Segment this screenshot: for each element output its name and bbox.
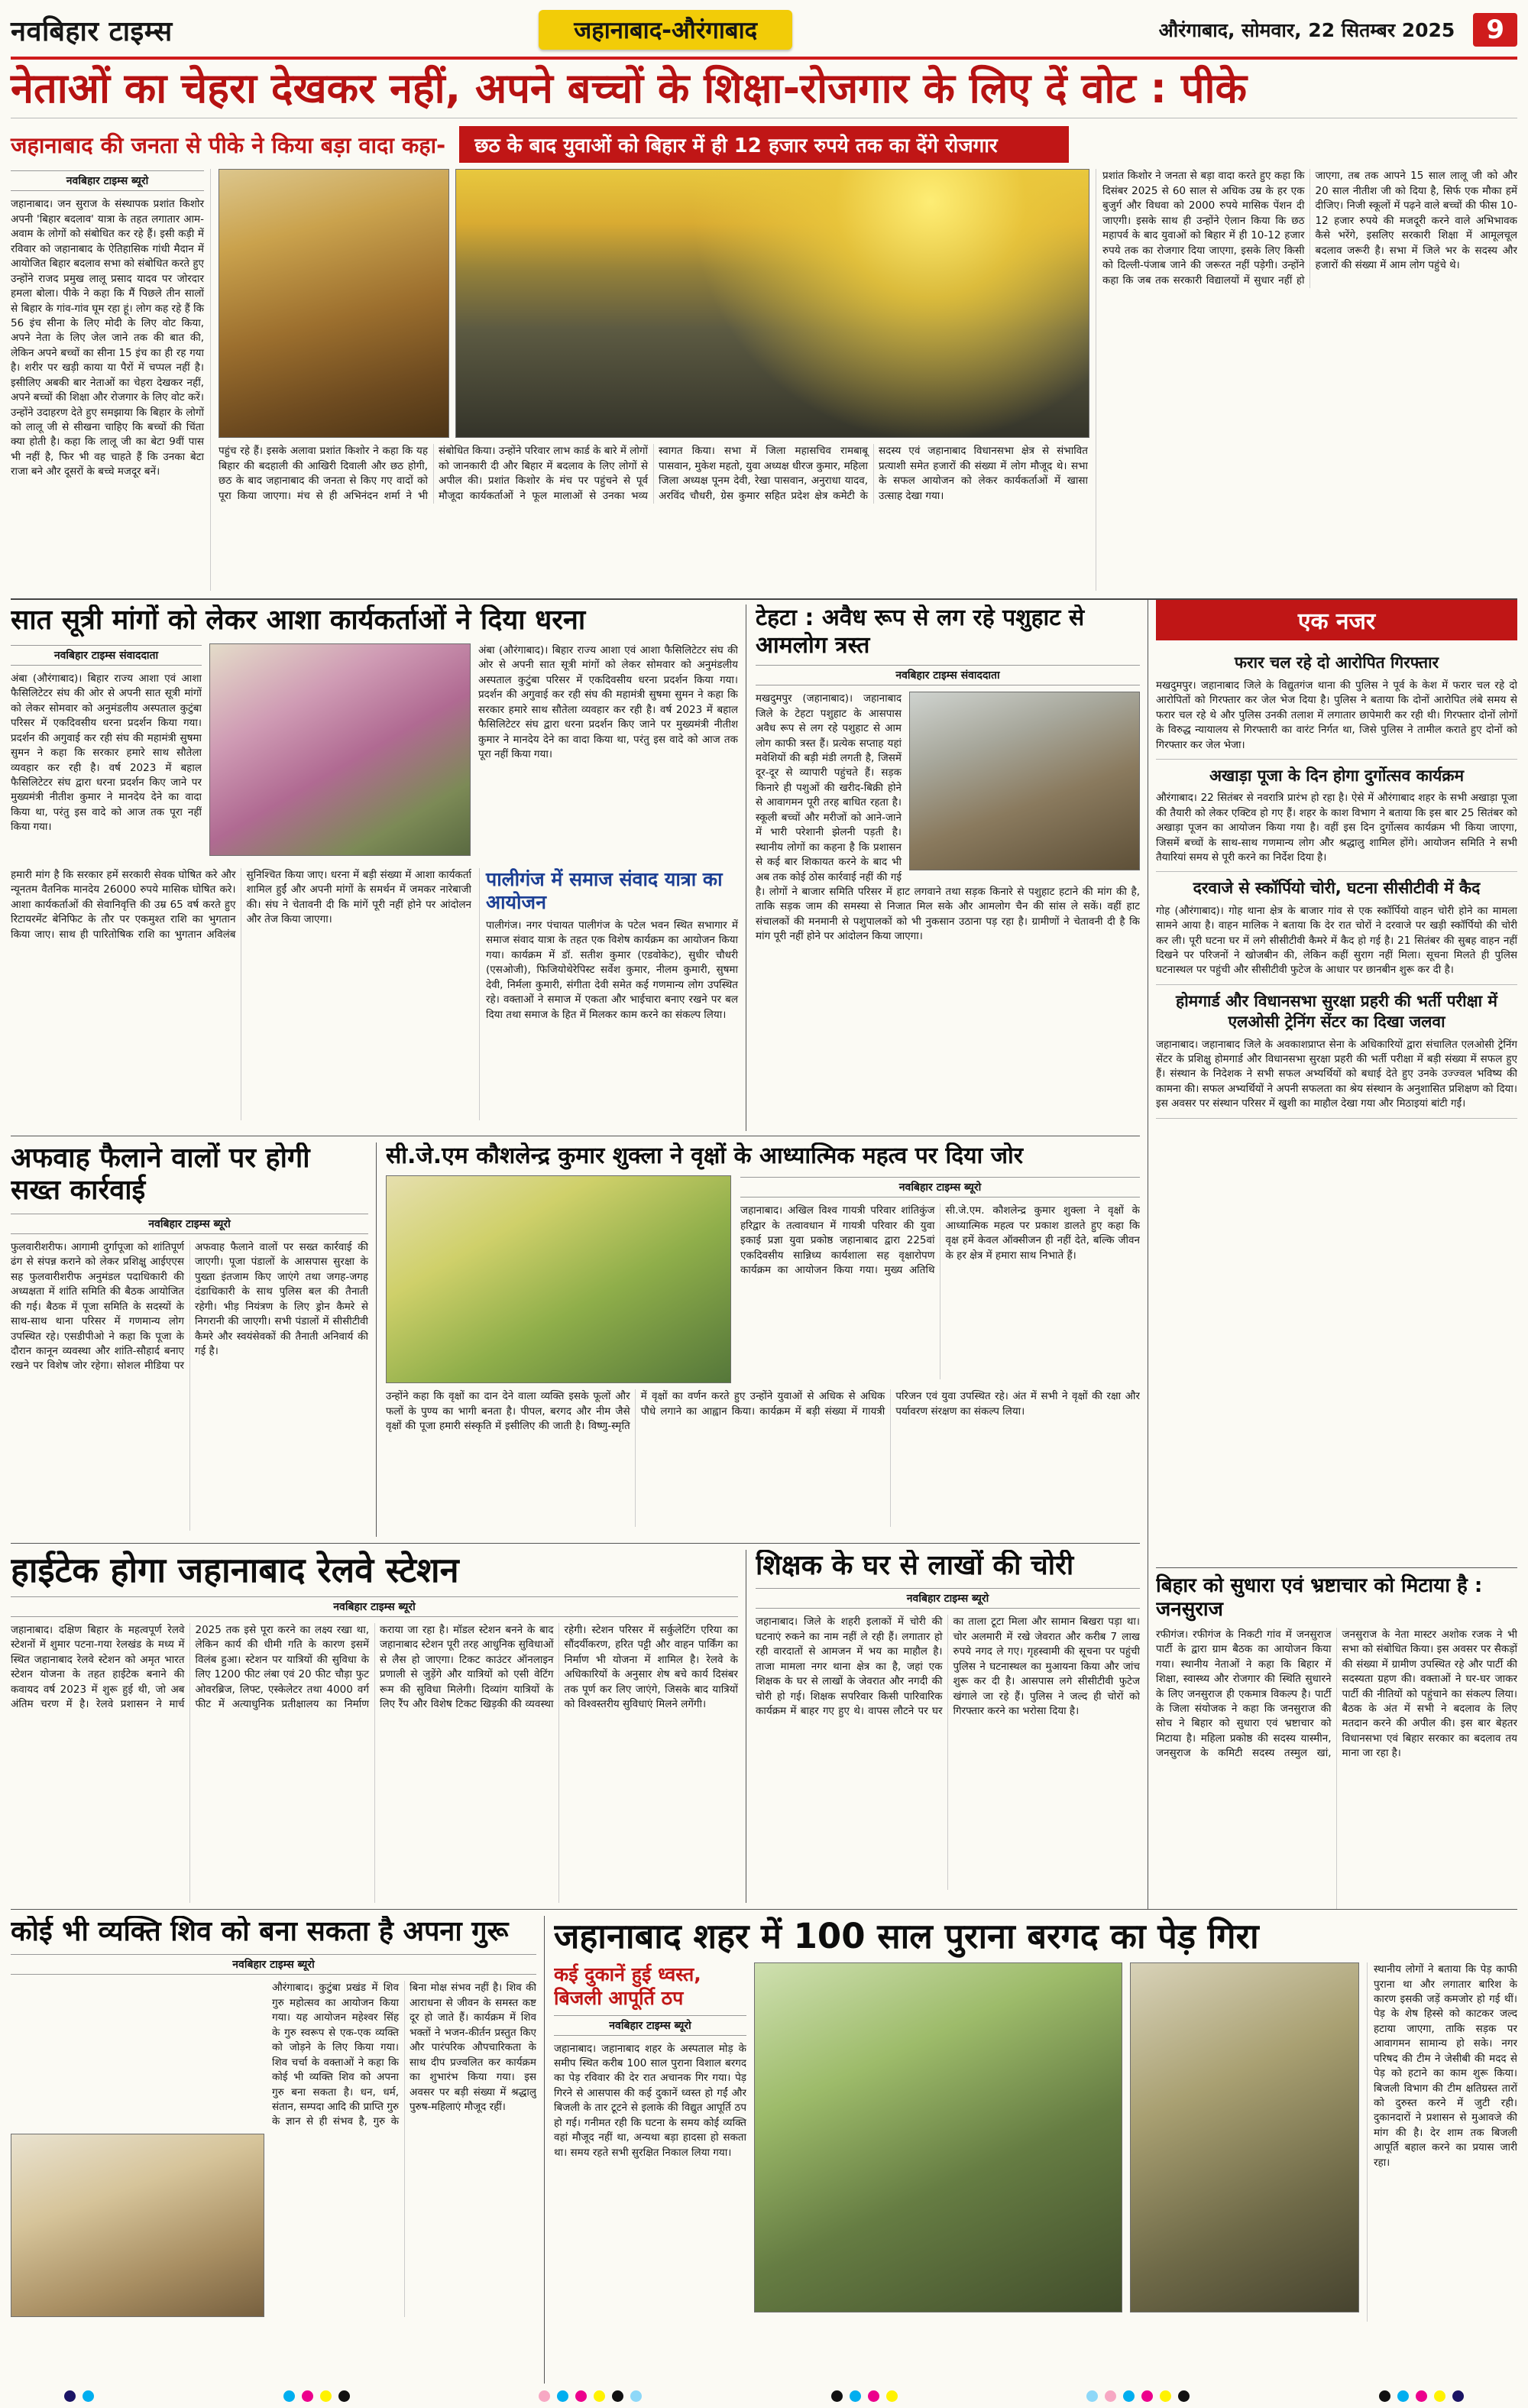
colour-dot-group xyxy=(64,2390,94,2402)
colour-registration-dot xyxy=(1160,2390,1171,2402)
shiv-byline: नवबिहार टाइम्स ब्यूरो xyxy=(11,1954,536,1975)
cjm-byline: नवबिहार टाइम्स ब्यूरो xyxy=(740,1177,1140,1198)
brief-body: जहानाबाद। जहानाबाद जिले के अवकाशप्राप्त सेना के अधिकारियों द्वारा संचालित एलओसी ट्रेनिंग सेंटर के प्रशिक्षु होमगार्ड और विधानसभा सुरक्षा प्रहरी की भर्ती परीक्षा में बड़ी संख्या में सफल हुए हैं। संस्थान के निदेशक ने सभी सफल अभ्यर्थियों को बधाई देते हुए उनके उज्ज्वल भविष्य की कामना की। सफल अभ्यर्थियों ने अपनी सफलता का श्रेय संस्थान के अनुशासित प्रशिक्षण को दिया। इस अवसर पर संस्थान परिसर में खुशी का माहौल देखा गया और मिठाइयां बांटी गईं। xyxy=(1156,1038,1517,1110)
row-hitech-shikshak xyxy=(11,1544,1140,1909)
lead-byline: नवबिहार टाइम्स ब्यूरो xyxy=(11,170,204,191)
tree-plantation-group-photo xyxy=(386,1175,731,1383)
bargad-right-column xyxy=(1367,1962,1517,2322)
lead-right-columns xyxy=(1096,169,1517,591)
bargad-content-row xyxy=(554,1962,1517,2322)
main-column-area xyxy=(11,600,1140,1909)
brief-body: औरंगाबाद। 22 सितंबर से नवरात्रि प्रारंभ हो रहा है। ऐसे में औरंगाबाद शहर के सभी अखाड़ा पूजा की तैयारी को लेकर एक्टिव हो गए हैं। शहर के काश विभाग ने बताया कि इस बार 25 सितंबर को अखाड़ा पूजन का आयोजन किया गया है। वहीं इस दिन दुर्गोत्सव कार्यक्रम भी किया जाएगा, जिसमें बच्चों के साथ-साथ गणमान्य लोग और श्रद्धालु शामिल होंगे। आयोजन समिति ने सभी तैयारियां समय से पूरी करने का निर्देश दिया है। xyxy=(1156,792,1517,864)
ek-najar-title: एक नजर xyxy=(1156,600,1517,640)
hitech-body: जहानाबाद। दक्षिण बिहार के महत्वपूर्ण रेलवे स्टेशनों में शुमार पटना-गया रेलखंड के मध्य में स्थित जहानाबाद रेलवे स्टेशन को अमृत भारत स्टेशन योजना के तहत हाईटेक बनाने की कवायद वर्ष 2023 में शुरू हुई थी, जो अब अंतिम चरण में है। रेलवे प्रशासन ने मार्च 2025 तक इसे पूरा करने का लक्ष्य रखा था, लेकिन कार्य की धीमी गति के कारण इसमें विलंब हुआ। स्टेशन पर यात्रियों की सुविधा के लिए 1200 फीट लंबा एवं 20 फीट चौड़ा फुट ओवरब्रिज, लिफ्ट, एस्केलेटर तथा 4000 वर्ग फीट में अत्याधुनिक प्रतीक्षालय का निर्माण कराया जा रहा है। मॉडल स्टेशन बनने के बाद जहानाबाद स्टेशन पूरी तरह आधुनिक सुविधाओं से लैस हो जाएगा। टिकट काउंटर ऑनलाइन प्रणाली से जुड़ेंगे और यात्रियों को एसी वेटिंग रूम की सुविधा मिलेगी। दिव्यांग यात्रियों के लिए रैंप और विशेष टिकट खिड़की की व्यवस्था रहेगी। स्टेशन परिसर में सर्कुलेटिंग एरिया का सौंदर्यीकरण, हरित पट्टी और वाहन पार्किंग का निर्माण भी योजना में शामिल है। रेलवे के अधिकारियों के अनुसार शेष बचे कार्य दिसंबर तक पूर्ण कर लिए जाएंगे, जिसके बाद यात्रियों को विश्वस्तरीय सुविधाएं मिलने लगेंगी। xyxy=(11,1624,738,1711)
tehta-headline: टेहटा : अवैध रूप से लग रहे पशुहाट से आमलोग त्रस्त xyxy=(756,604,1085,659)
colour-registration-dot xyxy=(1141,2390,1153,2402)
shikshak-byline: नवबिहार टाइम्स ब्यूरो xyxy=(756,1588,1140,1609)
lead-kicker-right: छठ के बाद युवाओं को बिहार में ही 12 हजार रुपये तक का देंगे रोजगार xyxy=(459,126,1069,163)
colour-registration-dot xyxy=(850,2390,861,2402)
colour-registration-dot xyxy=(320,2390,332,2402)
colour-registration-dot xyxy=(630,2390,642,2402)
asha-body-1: अंबा (औरंगाबाद)। बिहार राज्य आशा एवं आशा फैसिलिटेटर संघ की ओर से अपनी सात सूत्री मांगों को लेकर सोमवार को अनुमंडलीय अस्पताल कुटुंबा परिसर में एकदिवसीय धरना प्रदर्शन किया गया। प्रदर्शन की अगुवाई कर रही संघ की महामंत्री सुषमा सुमन ने कहा कि सरकार हमारे साथ सौतेला व्यवहार कर रही है। वर्ष 2023 में बहाल फैसिलिटेटर संघ द्वारा धरना प्रदर्शन किए जाने पर मुख्यमंत्री नीतीश कुमार ने मानदेय देने का वादा किया था, परंतु इस वादे को आज तक पूरा नहीं किया गया। xyxy=(11,672,202,834)
article-rumour-action xyxy=(11,1142,377,1537)
content-area xyxy=(11,600,1517,1909)
cjm-body-2: उन्होंने कहा कि वृक्षों का दान देने वाला व्यक्ति इसके फूलों और फलों के पुण्य का भागी बनता है। पीपल, बरगद और नीम जैसे वृक्षों की पूजा हमारी संस्कृति में इसीलिए की जाती है। विष्णु-स्मृति में वृक्षों का वर्णन करते हुए उन्होंने युवाओं से अधिक से अधिक पौधे लगाने का आह्वान किया। कार्यक्रम में बड़ी संख्या में गायत्री परिजन एवं युवा उपस्थित रहे। अंत में सभी ने वृक्षों की रक्षा और पर्यावरण संरक्षण का संकल्प लिया। xyxy=(386,1390,1140,1433)
colour-registration-dot xyxy=(831,2390,843,2402)
rally-crowd-canopy-photo xyxy=(455,169,1089,438)
jansuraj-headline: बिहार को सुधारा एवं भ्रष्टाचार को मिटाया है : जनसुराज xyxy=(1156,1574,1483,1622)
lead-body-left: जहानाबाद। जन सुराज के संस्थापक प्रशांत किशोर अपनी 'बिहार बदलाव' यात्रा के तहत लगातार आम-अवाम के लोगों को संबोधित कर रहे हैं। इसी कड़ी में रविवार को जहानाबाद के ऐतिहासिक गांधी मैदान में आयोजित बिहार बदलाव सभा को संबोधित करते हुए उन्होंने राजद प्रमुख लालू प्रसाद यादव पर जोरदार हमला बोला। पीके ने कहा कि मैं पिछले तीन सालों से बिहार के गांव-गांव घूम रहा हूं। लोग कह रहे हैं कि 56 इंच सीना के लिए मोदी के लिए वोट किया, अपने नेता के लिए जेल जाने तक की बात की, लेकिन अपने बच्चों का सीना 15 इंच का ही रह गया है। शरीर पर खड़ी काया या पैरों में चप्पल नहीं है। इसीलिए अबकी बार नेताओं का चेहरा देखकर नहीं, अपने बच्चों की शिक्षा और रोजगार के लिए वोट करें। उन्होंने उदाहरण देते हुए समझाया कि बिहार के लोगों को लालू जी से सीखना चाहिए कि बच्चों की चिंता क्या होती है। कहा कि लालू जी का बेटा 9वीं पास भी नहीं है, फिर भी वह चाहते हैं कि उनका बेटा राजा बने और दूसरों के बच्चे मजदूर बनें। xyxy=(11,198,204,478)
asha-text-left xyxy=(11,643,202,862)
tree-debris-shops-photo xyxy=(1130,1962,1359,2312)
jansuraj-body: रफीगंज। रफीगंज के निकटी गांव में जनसुराज पार्टी के द्वारा ग्राम बैठक का आयोजन किया गया। स्थानीय नेताओं ने कहा कि बिहार में शिक्षा, स्वास्थ्य और रोजगार की स्थिति सुधारने के लिए जनसुराज ही एकमात्र विकल्प है। पार्टी के जिला संयोजक ने कहा कि जनसुराज की सोच ने बिहार को सुधारा एवं भ्रष्टाचार को मिटाया है। महिला प्रकोष्ठ की सदस्य यास्मीन, जनसुराज के कमिटी सदस्य तस्मुल खां, जनसुराज के नेता मास्टर अशोक रजक ने भी सभा को संबोधित किया। इस अवसर पर सैकड़ों की संख्या में ग्रामीण उपस्थित रहे और पार्टी की सदस्यता ग्रहण की। वक्ताओं ने घर-घर जाकर पार्टी की नीतियों को पहुंचाने का संकल्प लिया। बैठक के अंत में सभी ने बदलाव के लिए मतदान करने की अपील की। इस बार बेहतर विधानसभा एवं बिहार सरकार का बदलाव तय माना जा रहा है। xyxy=(1156,1628,1517,1760)
pk-garland-welcome-photo xyxy=(219,169,449,438)
colour-registration-dot xyxy=(338,2390,350,2402)
article-jansuraj-meeting xyxy=(1156,1568,1517,1909)
asha-body-3: हमारी मांग है कि सरकार हमें सरकारी सेवक घोषित करे और न्यूनतम वैतनिक मानदेय 26000 रुपये मासिक घोषित करे। आशा कार्यकर्ताओं की सेवानिवृत्ति की उम्र 65 वर्ष करते हुए रिटायरमेंट बेनिफिट के तौर पर एकमुश्त राशि का भुगतान किया जाए। साथ ही पारितोषिक राशि का भुगतान अविलंब सुनिश्चित किया जाए। धरना में बड़ी संख्या में आशा कार्यकर्ता शामिल हुईं और अपनी मांगों के समर्थन में जमकर नारेबाजी की। संघ ने चेतावनी दी कि मांगें पूरी नहीं होने पर आंदोलन और तेज किया जाएगा। xyxy=(11,868,471,941)
shikshak-body: जहानाबाद। जिले के शहरी इलाकों में चोरी की घटनाएं रुकने का नाम नहीं ले रही हैं। लगातार हो रही वारदातों से आमजन में भय का माहौल है। ताजा मामला नगर थाना क्षेत्र का है, जहां एक शिक्षक के घर से लाखों के जेवरात और नगदी की चोरी हो गई। शिक्षक सपरिवार किसी पारिवारिक कार्यक्रम में बाहर गए हुए थे। वापस लौटने पर घर का ताला टूटा मिला और सामान बिखरा पड़ा था। चोर अलमारी में रखे जेवरात और करीब 7 लाख रुपये नगद ले गए। गृहस्वामी की सूचना पर पहुंची पुलिस ने घटनास्थल का मुआयना किया और जांच शुरू कर दी है। आसपास लगे सीसीटीवी फुटेज खंगाले जा रहे हैं। पुलिस ने जल्द ही चोरों को गिरफ्तार करने का भरोसा दिया है। xyxy=(756,1616,1140,1717)
lead-body-bottom: पहुंच रहे हैं। इसके अलावा प्रशांत किशोर ने कहा कि यह बिहार की बदहाली की आखिरी दिवाली और छठ होगी, छठ के बाद जहानाबाद की जनता से किए गए वादों को पूरा किया जाएगा। मंच से ही अभिनंदन शर्मा ने भी संबोधित किया। उन्होंने परिवार लाभ कार्ड के बारे में लोगों को जानकारी दी और बिहार में बदलाव के लिए लोगों से अपील की। प्रशांत किशोर के मंच पर पहुंचने से पूर्व मौजूदा कार्यकर्ताओं ने फूल मालाओं से उनका भव्य स्वागत किया। सभा में जिला महासचिव रामबाबू पासवान, मुकेश महतो, युवा अध्यक्ष धीरज कुमार, महिला जिला अध्यक्ष पूनम देवी, रेखा पासवान, अनुराधा यादव, अरविंद चौधरी, ग्रेस कुमार सहित प्रदेश क्षेत्र कमेटी के सदस्य एवं जहानाबाद विधानसभा क्षेत्र से संभावित प्रत्याशी समेत हजारों की संख्या में लोग मौजूद थे। सभा के सफल आयोजन को लेकर कार्यकर्ताओं में खासा उत्साह देखा गया। xyxy=(219,445,1088,502)
asha-top-row xyxy=(11,643,738,862)
asha-workers-dharna-photo xyxy=(209,643,471,856)
colour-dot-group xyxy=(831,2390,898,2402)
article-paliganj-samvad xyxy=(479,868,738,1120)
afwah-headline: अफवाह फैलाने वालों पर होगी सख्त कार्रवाई xyxy=(11,1142,310,1207)
cjm-top-row xyxy=(386,1175,1140,1383)
brief-headline: दरवाजे से स्कॉर्पियो चोरी, घटना सीसीटीवी में कैद xyxy=(1193,879,1481,898)
tehta-byline: नवबिहार टाइम्स संवाददाता xyxy=(756,665,1140,685)
lead-kicker-left: जहानाबाद की जनता से पीके ने किया बड़ा वादा कहा- xyxy=(11,131,446,158)
row-afwah-cjm xyxy=(11,1136,1140,1544)
brief-headline: फरार चल रहे दो आरोपित गिरफ्तार xyxy=(1234,653,1439,672)
news-brief-scorpio-theft xyxy=(1156,872,1517,984)
bargad-byline: नवबिहार टाइम्स ब्यूरो xyxy=(554,2015,746,2036)
lead-headline: नेताओं का चेहरा देखकर नहीं, अपने बच्चों के शिक्षा-रोजगार के लिए दें वोट : पीके xyxy=(11,66,1517,118)
colour-registration-dot xyxy=(302,2390,313,2402)
cattle-market-photo xyxy=(909,692,1140,870)
colour-registration-dot xyxy=(1105,2390,1116,2402)
brief-body: मखदुमपुर। जहानाबाद जिले के विद्युतगंज थाना की पुलिस ने पूर्व के केश में फरार चल रहे दो आरोपितों को गिरफ्तार कर जेल भेज दिया है। पुलिस ने बताया कि दोनों आरोपित लंबे समय से फरार चल रहे थे और पुलिस उनकी तलाश में लगातार छापेमारी कर रही थी। गिरफ्तार दोनों लोगों के विरुद्ध न्यायालय से गिरफ्तारी का वारंट निर्गत था, जिसे पुलिस ने तामील कराते हुए दोनों को गिरफ्तार कर जेल भेजा। xyxy=(1156,679,1517,751)
shiv-mahotsav-dais-photo xyxy=(11,2134,264,2317)
bottom-band xyxy=(11,1909,1517,2384)
colour-registration-dot xyxy=(594,2390,605,2402)
cjm-text-right xyxy=(740,1175,1140,1383)
bargad-kicker: कई दुकानें हुई ध्वस्त, बिजली आपूर्ति ठप xyxy=(554,1963,701,2010)
asha-byline: नवबिहार टाइम्स संवाददाता xyxy=(11,645,202,666)
registration-marks xyxy=(11,2384,1517,2408)
lead-story xyxy=(11,169,1517,600)
colour-registration-dot xyxy=(886,2390,898,2402)
colour-registration-dot xyxy=(1086,2390,1098,2402)
cjm-headline: सी.जे.एम कौशलेन्द्र कुमार शुक्ला ने वृक्षों के आध्यात्मिक महत्व पर दिया जोर xyxy=(386,1142,1024,1169)
article-railway-station xyxy=(11,1550,746,1903)
row-asha-tehta xyxy=(11,600,1140,1136)
fallen-banyan-tree-photo xyxy=(754,1962,1122,2312)
edition-dateline: औरंगाबाद, सोमवार, 22 सितम्बर 2025 xyxy=(1158,19,1455,41)
bargad-body-1: जहानाबाद। जहानाबाद शहर के अस्पताल मोड़ के समीप स्थित करीब 100 साल पुराना विशाल बरगद का पेड़ रविवार की देर रात अचानक गिर गया। पेड़ गिरने से आसपास की कई दुकानें ध्वस्त हो गईं और बिजली के तार टूटने से इलाके की विद्युत आपूर्ति ठप हो गई। गनीमत रही कि घटना के समय कोई व्यक्ति वहां मौजूद नहीं था, अन्यथा बड़ा हादसा हो सकता था। समय रहते सभी सुरक्षित निकाल लिया गया। xyxy=(554,2042,746,2159)
colour-registration-dot xyxy=(557,2390,568,2402)
colour-dot-group xyxy=(1379,2390,1464,2402)
brief-headline: होमगार्ड और विधानसभा सुरक्षा प्रहरी की भर्ती परीक्षा में एलओसी ट्रेनिंग सेंटर का दिखा जलवा xyxy=(1176,991,1497,1032)
article-banyan-tree-fall xyxy=(554,1916,1517,2384)
paper-name: नवबिहार टाइम्स xyxy=(11,15,173,47)
colour-dot-group xyxy=(539,2390,642,2402)
shikshak-headline: शिक्षक के घर से लाखों की चोरी xyxy=(756,1549,1074,1581)
shiv-body: औरंगाबाद। कुटुंबा प्रखंड में शिव गुरु महोत्सव का आयोजन किया गया। यह आयोजन महेश्वर सिंह के गुरु स्वरूप से एक-एक व्यक्ति को जोड़ने के लिए किया गया। शिव चर्चा के वक्ताओं ने कहा कि कोई भी व्यक्ति शिव को अपना गुरु बना सकता है। धन, धर्म, संतान, सम्पदा आदि की प्राप्ति गुरु के ज्ञान से ही संभव है, गुरु के बिना मोक्ष संभव नहीं है। शिव की आराधना से जीवन के समस्त कष्ट दूर हो जाते हैं। कार्यक्रम में शिव भक्तों ने भजन-कीर्तन प्रस्तुत किए और पारंपरिक औपचारिकता के साथ दीप प्रज्वलित कर कार्यक्रम का शुभारंभ किया गया। इस अवसर पर बड़ी संख्या में श्रद्धालु पुरुष-महिलाएं मौजूद रहीं। xyxy=(272,1982,536,2128)
shiv-headline: कोई भी व्यक्ति शिव को बना सकता है अपना गुरू xyxy=(11,1916,509,1947)
cjm-body-1: जहानाबाद। अखिल विश्व गायत्री परिवार शांतिकुंज हरिद्वार के तत्वावधान में गायत्री परिवार की युवा इकाई प्रज्ञा युवा प्रकोष्ठ जहानाबाद द्वारा 225वां एकदिवसीय सान्निध्य कार्यशाला सह वृक्षारोपण कार्यक्रम का आयोजन किया गया। मुख्य अतिथि सी.जे.एम. कौशलेन्द्र कुमार शुक्ला ने वृक्षों के आध्यात्मिक महत्व पर प्रकाश डालते हुए कहा कि वृक्ष हमें केवल ऑक्सीजन ही नहीं देते, बल्कि जीवन के हर क्षेत्र में हमारा साथ निभाते हैं। xyxy=(740,1204,1140,1277)
colour-registration-dot xyxy=(64,2390,76,2402)
colour-registration-dot xyxy=(1416,2390,1427,2402)
bargad-left-column xyxy=(554,1962,746,2322)
brief-headline: अखाड़ा पूजा के दिन होगा दुर्गोत्सव कार्यक्रम xyxy=(1209,766,1465,785)
news-brief-rail xyxy=(1148,600,1517,1909)
news-brief-homeguard-training xyxy=(1156,985,1517,1119)
colour-dot-group xyxy=(283,2390,350,2402)
news-brief-akhada-puja xyxy=(1156,760,1517,872)
afwah-body: फुलवारीशरीफ। आगामी दुर्गापूजा को शांतिपूर्ण ढंग से संपन्न कराने को लेकर प्रशिक्षु आईएएस सह फुलवारीशरीफ अनुमंडल पदाधिकारी की अध्यक्षता में शांति समिति की बैठक आयोजित की गई। बैठक में पूजा समिति के सदस्यों के साथ-साथ थाना परिसर में गणमान्य लोग उपस्थित रहे। एसडीपीओ ने कहा कि पूजा के दौरान कानून व्यवस्था और शांति-सौहार्द बनाए रखने पर विशेष जोर रहेगा। सोशल मीडिया पर अफवाह फैलाने वालों पर सख्त कार्रवाई की जाएगी। पूजा पंडालों के आसपास सुरक्षा के पुख्ता इंतजाम किए जाएंगे तथा जगह-जगह दंडाधिकारी के साथ पुलिस बल की तैनाती रहेगी। भीड़ नियंत्रण के लिए ड्रोन कैमरे से निगरानी की जाएगी। सभी पंडालों में सीसीटीवी कैमरे और स्वयंसेवकों की तैनाती अनिवार्य की गई है। xyxy=(11,1240,368,1373)
paliganj-headline: पालीगंज में समाज संवाद यात्रा का आयोजन xyxy=(486,867,723,913)
page-number-badge: 9 xyxy=(1473,13,1517,47)
ek-najar-section xyxy=(1156,600,1517,1568)
tehta-body: मखदुमपुर (जहानाबाद)। जहानाबाद जिले के टेहटा पशुहाट के आसपास अवैध रूप से लग रहे पशुहाट से आम लोग काफी त्रस्त हैं। प्रत्येक सप्ताह यहां मवेशियों की बड़ी मंडी लगती है, जिसमें दूर-दूर से व्यापारी पहुंचते हैं। सड़क किनारे ही पशुओं की खरीद-बिक्री होने से आवागमन पूरी तरह बाधित रहता है। स्कूली बच्चों और मरीजों को आने-जाने में भारी परेशानी झेलनी पड़ती है। स्थानीय लोगों का कहना है कि प्रशासन से कई बार शिकायत करने के बाद भी अब तक कोई ठोस कार्रवाई नहीं की गई है। लोगों ने बाजार समिति परिसर में हाट लगवाने तथा सड़क किनारे से पशुहाट हटाने की मांग की है, ताकि सड़क जाम की समस्या से निजात मिल सके और आमलोग चैन की सांस ले सकें। वहीं हाट संचालकों की मनमानी से पशुपालकों को भी नुकसान उठाना पड़ रहा है। ग्रामीणों ने चेतावनी दी है कि मांग पूरी नहीं होने पर आंदोलन किया जाएगा। xyxy=(756,692,1140,943)
bargad-body-2: स्थानीय लोगों ने बताया कि पेड़ काफी पुराना था और लगातार बारिश के कारण इसकी जड़ें कमजोर हो गई थीं। पेड़ के शेष हिस्से को काटकर जल्द हटाया जाएगा, ताकि सड़क पर आवागमन सामान्य हो सके। नगर परिषद की टीम ने जेसीबी की मदद से पेड़ को हटाने का काम शुरू किया। बिजली विभाग की टीम क्षतिग्रस्त तारों को दुरुस्त करने में जुटी रही। दुकानदारों ने प्रशासन से मुआवजे की मांग की है। देर शाम तक बिजली आपूर्ति बहाल करने का प्रयास जारी रहा। xyxy=(1374,1963,1517,2169)
masthead-rule xyxy=(11,57,1517,60)
masthead xyxy=(11,8,1517,52)
colour-registration-dot xyxy=(283,2390,295,2402)
colour-registration-dot xyxy=(575,2390,587,2402)
asha-bottom-row xyxy=(11,868,738,1120)
colour-registration-dot xyxy=(1178,2390,1190,2402)
bargad-headline: जहानाबाद शहर में 100 साल पुराना बरगद का पेड़ गिरा xyxy=(554,1916,1259,1956)
colour-registration-dot xyxy=(1452,2390,1464,2402)
article-shiv-guru xyxy=(11,1916,545,2384)
colour-registration-dot xyxy=(539,2390,550,2402)
brief-body: गोह (औरंगाबाद)। गोह थाना क्षेत्र के बाजार गांव से एक स्कॉर्पियो वाहन चोरी होने का मामला सामने आया है। वाहन मालिक ने बताया कि देर रात चोरों ने दरवाजे पर खड़ी स्कॉर्पियो की चोरी कर ली। पूरी घटना घर में लगे सीसीटीवी कैमरे में कैद हो गई है। 21 सितंबर की सुबह वाहन नहीं दिखने पर परिजनों ने खोजबीन की, लेकिन कहीं सुराग नहीं मिला। सूचना मिलते ही पुलिस घटनास्थल पर पहुंची और सीसीटीवी फुटेज के आधार पर छानबीन शुरू कर दी है। xyxy=(1156,904,1517,977)
colour-registration-dot xyxy=(612,2390,623,2402)
article-asha-protest xyxy=(11,604,746,1131)
hitech-headline: हाईटेक होगा जहानाबाद रेलवे स्टेशन xyxy=(11,1549,459,1590)
colour-dot-group xyxy=(1086,2390,1190,2402)
colour-registration-dot xyxy=(1123,2390,1135,2402)
news-brief-arrest xyxy=(1156,647,1517,759)
lead-kicker-row xyxy=(11,126,1069,163)
asha-body-2: अंबा (औरंगाबाद)। बिहार राज्य आशा एवं आशा फैसिलिटेटर संघ की ओर से अपनी सात सूत्री मांगों को लेकर सोमवार को अनुमंडलीय अस्पताल कुटुंबा परिसर में एकदिवसीय धरना प्रदर्शन किया गया। प्रदर्शन की अगुवाई कर रही संघ की महामंत्री सुषमा सुमन ने कहा कि सरकार हमारे साथ सौतेला व्यवहार कर रही है। वर्ष 2023 में बहाल फैसिलिटेटर संघ द्वारा धरना प्रदर्शन किए जाने पर मुख्यमंत्री नीतीश कुमार ने मानदेय देने का वादा किया था, परंतु इस वादे को आज तक पूरा नहीं किया गया। xyxy=(478,643,738,760)
paliganj-body: पालीगंज। नगर पंचायत पालीगंज के पटेल भवन स्थित सभागार में समाज संवाद यात्रा के तहत एक विशेष कार्यक्रम का आयोजन किया गया। कार्यक्रम में डॉ. सतीश कुमार (एडवोकेट), सुधीर चौधरी (एसओजी), फिजियोथेरेपिस्ट सर्वेश कुमार, नीलम कुमारी, सुषमा देवी, निर्मला कुमारी, संगीता देवी समेत कई गणमान्य लोग उपस्थित रहे। वक्ताओं ने समाज में एकता और भाईचारा बनाए रखने पर बल दिया तथा समाज के हित में मिलकर काम करने का संकल्प लिया। xyxy=(486,919,738,1021)
article-cjm-trees xyxy=(386,1142,1140,1537)
region-edition-tab: जहानाबाद-औरंगाबाद xyxy=(539,10,792,50)
colour-registration-dot xyxy=(1397,2390,1409,2402)
lead-left-column xyxy=(11,169,211,591)
article-teacher-theft xyxy=(756,1550,1140,1903)
lead-bottom-columns xyxy=(219,444,1088,591)
colour-registration-dot xyxy=(1379,2390,1390,2402)
asha-headline: सात सूत्री मांगों को लेकर आशा कार्यकर्ताओं ने दिया धरना xyxy=(11,604,586,637)
hitech-byline: नवबिहार टाइम्स ब्यूरो xyxy=(11,1596,738,1617)
lead-body-right: प्रशांत किशोर ने जनता से बड़ा वादा करते हुए कहा कि दिसंबर 2025 से 60 साल से अधिक उम्र के हर एक बुजुर्ग और विधवा को 2000 रुपये मासिक पेंशन दी जाएगी। इसके साथ ही उन्होंने ऐलान किया कि छठ महापर्व के बाद युवाओं को बिहार में ही 10-12 हजार रुपये तक का रोजगार दिया जाएगा, इसके लिए किसी को दिल्ली-पंजाब जाने की जरूरत नहीं पड़ेगी। उन्होंने कहा कि जब तक सरकारी विद्यालयों में सुधार नहीं हो जाएगा, तब तक आपने 15 साल लालू जी को और 20 साल नीतीश जी को दिया है, सिर्फ एक मौका हमें दीजिए। निजी स्कूलों में पढ़ने वाले बच्चों की फीस 10-12 हजार रुपये की मजदूरी करने वाले अभिभावक कैसे भरेंगे, इसलिए सरकारी शिक्षा में आमूलचूल बदलाव जरूरी है। सभा में जिले भर के सदस्य और हजारों की संख्या में आम लोग पहुंचे थे। xyxy=(1102,170,1517,287)
colour-registration-dot xyxy=(868,2390,879,2402)
article-tehta-cattle-market xyxy=(756,604,1140,1131)
afwah-byline: नवबिहार टाइम्स ब्यूरो xyxy=(11,1214,368,1234)
colour-registration-dot xyxy=(83,2390,94,2402)
shiv-content-row xyxy=(11,1981,536,2317)
colour-registration-dot xyxy=(1434,2390,1445,2402)
